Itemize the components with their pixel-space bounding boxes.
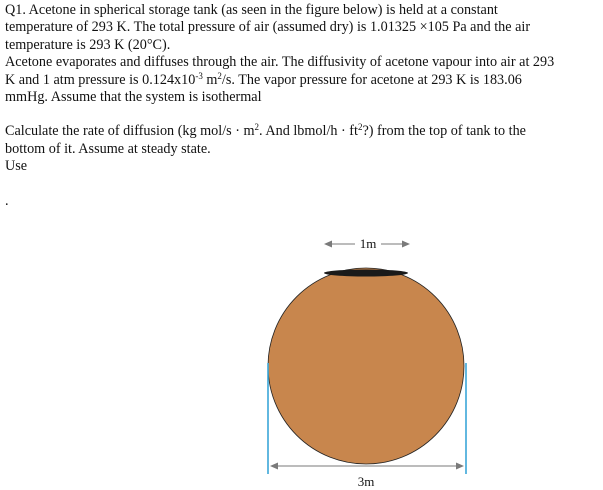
calc-line1: Calculate the rate of diffusion (kg $mol/s \cdot m^2$. And lbmol/h · $ft^2$?) from the top of tank to the bbox=[5, 122, 526, 140]
para2-line1: Acetone evaporates and diffuses through the air. The diffusivity of acetone vapour into air at 293 bbox=[5, 54, 555, 71]
top-dimension-label: 1m bbox=[359, 236, 377, 251]
tank-body bbox=[268, 268, 464, 464]
stray-dot: . bbox=[5, 192, 9, 209]
para2-line3: mmHg. Assume that the system is isothermal bbox=[5, 89, 262, 106]
para2-line2: K and 1 atm pressure is $0.124x10^{-3}$ $m^2/s$. The vapor pressure for acetone at 293 K is 183.06 bbox=[5, 70, 522, 88]
use-line: Use bbox=[5, 158, 28, 175]
para1-line1: Q1. Acetone in spherical storage tank (as seen in the figure below) is held at a constant bbox=[5, 2, 498, 18]
calc-line2: bottom of it. Assume at steady state. bbox=[5, 140, 211, 157]
tank-opening bbox=[324, 270, 408, 277]
para1-line2: temperature of 293 K. The total pressure of air (assumed dry) is 1.01325 ×105 Pa and the air bbox=[5, 19, 531, 36]
para1-line3: temperature is 293 K (20°C). bbox=[5, 36, 171, 53]
bottom-dimension-label: 3m bbox=[357, 474, 375, 489]
